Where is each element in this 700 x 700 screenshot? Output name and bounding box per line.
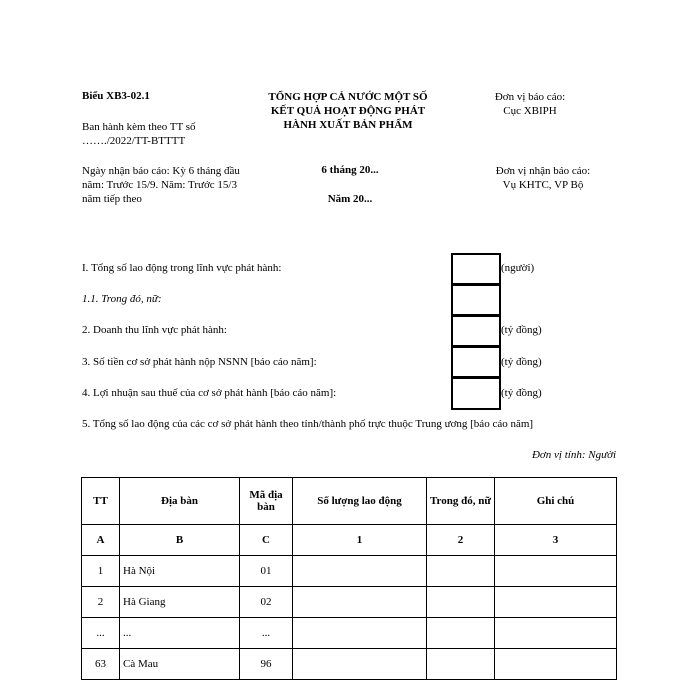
- unit-profit: (tỷ đồng): [501, 387, 542, 399]
- value-box-female-labor[interactable]: [451, 284, 501, 316]
- row-nu-cell[interactable]: [427, 649, 495, 680]
- table-row: [82, 649, 617, 680]
- row-tt: 1: [82, 556, 120, 587]
- header-ghi-chu: Ghi chú: [495, 478, 617, 525]
- receive-date: [82, 164, 240, 206]
- period-year: Năm 20...: [327, 193, 373, 205]
- unit-note: Đơn vị tính: Người: [531, 449, 616, 461]
- code-cell: 3: [495, 525, 617, 556]
- row-nu-cell[interactable]: [427, 618, 495, 649]
- issued-line-2: ……./2022/TT-BTTTT: [82, 135, 186, 147]
- row-dia-ban: Hà Nội: [120, 556, 240, 587]
- code-cell: C: [240, 525, 293, 556]
- header-trong-do-nu: Trong đó, nữ: [427, 478, 495, 525]
- header-tt: TT: [82, 478, 120, 525]
- title-line-2: KẾT QUẢ HOẠT ĐỘNG PHÁT: [270, 105, 426, 117]
- row-so-luong-cell[interactable]: [293, 649, 427, 680]
- table-row: [82, 556, 617, 587]
- unit-revenue: (tỷ đồng): [501, 324, 542, 336]
- row-nu-cell[interactable]: [427, 556, 495, 587]
- row-dia-ban: Hà Giang: [120, 587, 240, 618]
- unit-tax: (tỷ đồng): [501, 356, 542, 368]
- reporting-unit-label: Đơn vị báo cáo:: [494, 91, 566, 103]
- table-row: [82, 618, 617, 649]
- header-ma-dia-ban: Mã địa bàn: [240, 478, 293, 525]
- item-revenue: 2. Doanh thu lĩnh vực phát hành:: [82, 324, 227, 336]
- form-code: Biểu XB3-02.1: [82, 90, 150, 102]
- table-code-row: [82, 525, 617, 556]
- code-cell: 1: [293, 525, 427, 556]
- item-total-labor: I. Tổng số lao động trong lĩnh vực phát hành:: [82, 262, 282, 274]
- row-ghi-chu-cell[interactable]: [495, 556, 617, 587]
- code-cell: A: [82, 525, 120, 556]
- row-so-luong-cell[interactable]: [293, 556, 427, 587]
- title-line-1: TỔNG HỢP CẢ NƯỚC MỘT SỐ: [268, 91, 428, 103]
- item-tax: 3. Số tiền cơ sở phát hành nộp NSNN [báo cáo năm]:: [82, 356, 317, 368]
- row-ghi-chu-cell[interactable]: [495, 618, 617, 649]
- reporting-unit: [470, 90, 590, 118]
- row-so-luong-cell[interactable]: [293, 587, 427, 618]
- row-ghi-chu-cell[interactable]: [495, 587, 617, 618]
- row-so-luong-cell[interactable]: [293, 618, 427, 649]
- row-tt: 63: [82, 649, 120, 680]
- row-ma: 01: [240, 556, 293, 587]
- row-ma: 96: [240, 649, 293, 680]
- value-box-total-labor[interactable]: [451, 253, 501, 285]
- period-6-months: 6 tháng 20...: [321, 164, 379, 176]
- title-line-3: HÀNH XUẤT BẢN PHẨM: [283, 119, 413, 131]
- receive-date-line-3: năm tiếp theo: [82, 193, 142, 205]
- section-5-title: 5. Tổng số lao động của các cơ sở phát hành theo tỉnh/thành phố trực thuộc Trung ương [báo cáo năm]: [82, 418, 534, 430]
- header-so-luong: Số lượng lao động: [293, 478, 427, 525]
- code-cell: 2: [427, 525, 495, 556]
- labor-by-province-table: [81, 477, 617, 680]
- table-header-row: [82, 478, 617, 525]
- value-box-profit[interactable]: [451, 377, 501, 410]
- row-dia-ban: ...: [120, 618, 240, 649]
- receiving-unit-label: Đơn vị nhận báo cáo:: [495, 165, 591, 177]
- row-nu-cell[interactable]: [427, 587, 495, 618]
- item-profit: 4. Lợi nhuận sau thuế của cơ sở phát hành [báo cáo năm]:: [82, 387, 337, 399]
- report-title: [248, 90, 448, 132]
- reporting-unit-value: Cục XBIPH: [503, 105, 557, 117]
- receive-date-line-1: Ngày nhận báo cáo: Kỳ 6 tháng đầu: [82, 165, 240, 177]
- row-ma: ...: [240, 618, 293, 649]
- row-tt: ...: [82, 618, 120, 649]
- issued-line-1: Ban hành kèm theo TT số: [82, 121, 196, 133]
- value-box-revenue[interactable]: [451, 315, 501, 347]
- row-tt: 2: [82, 587, 120, 618]
- receive-date-line-2: năm: Trước 15/9. Năm: Trước 15/3: [82, 179, 237, 191]
- row-ghi-chu-cell[interactable]: [495, 649, 617, 680]
- unit-total-labor: (người): [501, 262, 535, 274]
- value-box-tax[interactable]: [451, 346, 501, 378]
- item-female-labor: 1.1. Trong đó, nữ:: [82, 293, 162, 305]
- header-dia-ban: Địa bàn: [120, 478, 240, 525]
- row-ma: 02: [240, 587, 293, 618]
- table-row: [82, 587, 617, 618]
- row-dia-ban: Cà Mau: [120, 649, 240, 680]
- receiving-unit: [468, 164, 618, 192]
- code-cell: B: [120, 525, 240, 556]
- receiving-unit-value: Vụ KHTC, VP Bộ: [502, 179, 584, 191]
